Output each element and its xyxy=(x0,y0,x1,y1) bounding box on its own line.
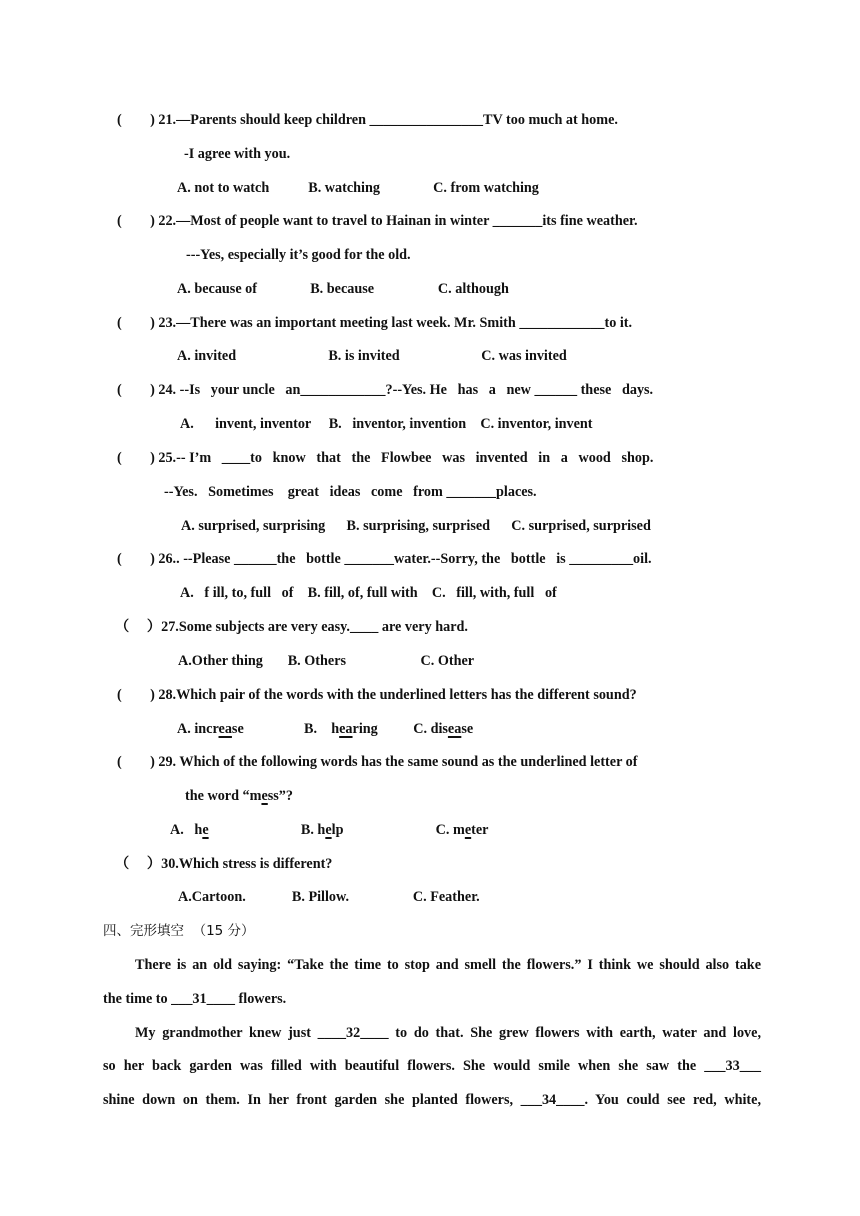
question-24-stem: ( ) 24. --Is your uncle an____________?--Yes. He has a new ______ these days. xyxy=(117,382,654,398)
section-heading: 四、完形填空 （15 分） xyxy=(103,923,255,939)
question-29-stem-line2 xyxy=(185,787,293,805)
question-29-stem: ( ) 29. Which of the following words has the same sound as the underlined letter of xyxy=(117,754,638,770)
underlined-letters: e xyxy=(464,822,472,838)
question-29-option-c-suffix: ter xyxy=(471,822,489,838)
underlined-letters: e xyxy=(261,788,268,804)
question-21-stem: ( ) 21.—Parents should keep children ________________TV too much at home. xyxy=(117,112,618,128)
question-28-option-a-prefix: A. incr xyxy=(177,721,219,737)
question-23-options: A. invited B. is invited C. was invited xyxy=(177,348,567,364)
question-27-stem: （ ）27.Some subjects are very easy.____ are very hard. xyxy=(115,619,468,635)
question-29-option-a-prefix: A. h xyxy=(170,822,203,838)
question-27-options: A.Other thing B. Others C. Other xyxy=(178,653,475,669)
question-29-line2-suffix: ss”? xyxy=(267,788,293,804)
question-29-option-b-prefix: B. h xyxy=(208,822,326,838)
question-28-option-c-suffix: se xyxy=(461,721,474,737)
question-26-options: A. f ill, to, full of B. fill, of, full with C. fill, with, full of xyxy=(180,585,557,601)
passage-p2-line1: My grandmother knew just ____32____ to do that. She grew flowers with earth, water and love, xyxy=(135,1025,761,1041)
question-29-option-c-prefix: lp C. m xyxy=(331,822,465,838)
question-24-options: A. invent, inventor B. inventor, invention C. inventor, invent xyxy=(180,416,593,432)
question-21-reply: -I agree with you. xyxy=(184,146,291,162)
passage-p2-line2: so her back garden was filled with beautiful flowers. She would smile when she saw the ___33___ xyxy=(103,1058,761,1074)
question-29-options xyxy=(170,821,488,839)
question-30-options: A.Cartoon. B. Pillow. C. Feather. xyxy=(178,889,480,905)
question-22-stem: ( ) 22.—Most of people want to travel to Hainan in winter _______its fine weather. xyxy=(117,213,638,229)
underlined-letters: ea xyxy=(218,721,232,737)
question-22-options: A. because of B. because C. although xyxy=(177,281,509,297)
question-23-stem: ( ) 23.—There was an important meeting last week. Mr. Smith ____________to it. xyxy=(117,315,633,331)
passage-p2-line3: shine down on them. In her front garden she planted flowers, ___34____. You could see red, white, xyxy=(103,1092,761,1108)
question-25-stem: ( ) 25.-- I’m ____to know that the Flowbee was invented in a wood shop. xyxy=(117,450,654,466)
underlined-letters: e xyxy=(325,822,332,838)
question-28-stem: ( ) 28.Which pair of the words with the underlined letters has the different sound? xyxy=(117,687,637,703)
underlined-letters: e xyxy=(202,822,209,838)
question-21-options: A. not to watch B. watching C. from watching xyxy=(177,180,539,196)
question-25-options: A. surprised, surprising B. surprising, surprised C. surprised, surprised xyxy=(181,518,651,534)
question-28-option-b-prefix: se B. h xyxy=(231,721,340,737)
question-26-stem: ( ) 26.. --Please ______the bottle _______water.--Sorry, the bottle is _________oil. xyxy=(117,551,652,567)
passage-p1-line2: the time to ___31____ flowers. xyxy=(103,991,287,1007)
question-25-reply: --Yes. Sometimes great ideas come from _______places. xyxy=(164,484,537,500)
question-30-stem: （ ）30.Which stress is different? xyxy=(115,856,333,872)
question-28-option-c-prefix: ring C. dis xyxy=(352,721,448,737)
question-22-reply: ---Yes, especially it’s good for the old. xyxy=(186,247,411,263)
underlined-letters: ea xyxy=(339,721,353,737)
passage-p1-line1: There is an old saying: “Take the time to stop and smell the flowers.” I think we should also take xyxy=(135,957,761,973)
question-28-options xyxy=(177,720,473,738)
question-29-line2-prefix: the word “m xyxy=(185,788,262,804)
underlined-letters: ea xyxy=(447,721,462,737)
